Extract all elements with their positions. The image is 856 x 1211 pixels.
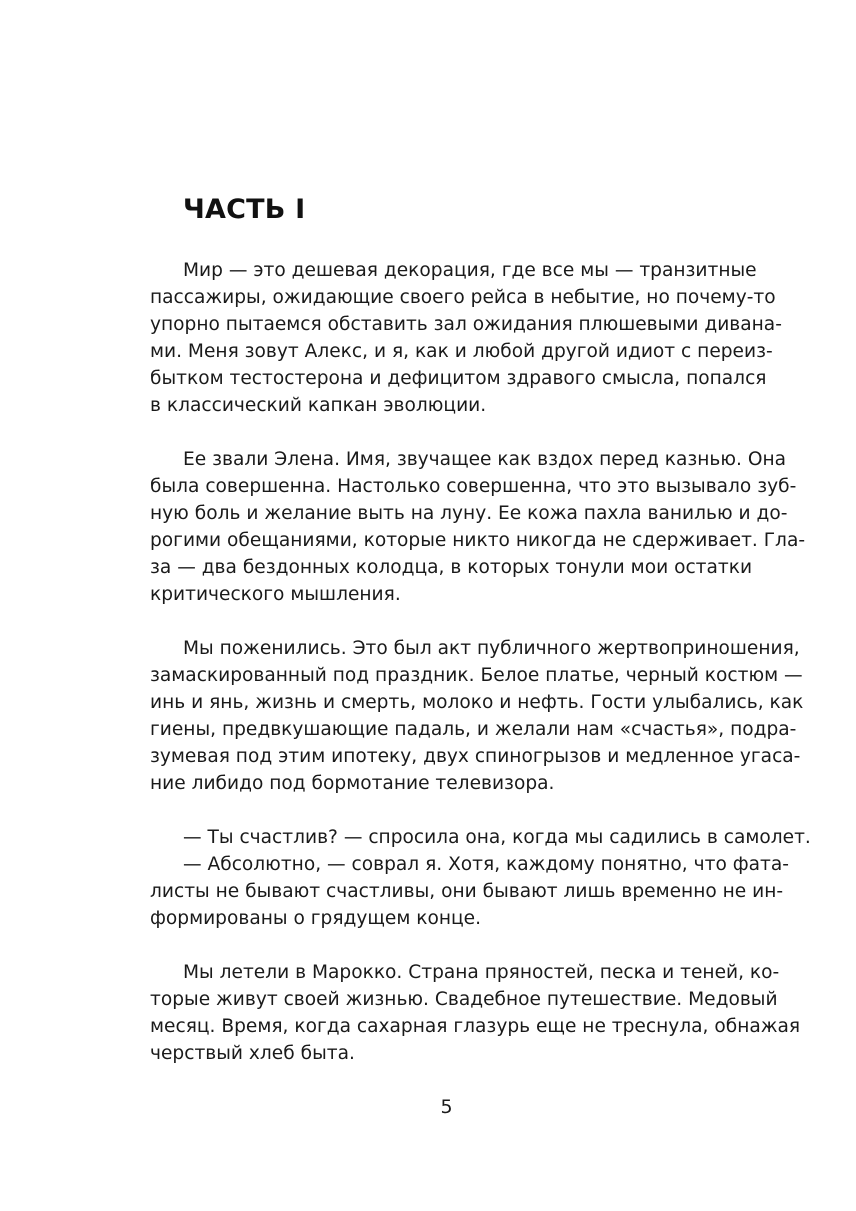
chapter-title: ЧАСТЬ I — [183, 194, 306, 225]
paragraph-5-line-1: Мы летели в Марокко. Страна пряностей, песка и теней, ко- — [183, 962, 780, 983]
dialogue-line-3: листы не бывают счастливы, они бывают лишь временно не ин- — [150, 881, 784, 902]
paragraph-3-line-5: зумевая под этим ипотеку, двух спиногрызов и медленное угаса- — [150, 746, 801, 767]
page-number: 5 — [440, 1096, 453, 1118]
paragraph-2-line-3: ную боль и желание выть на луну. Ее кожа пахла ванилью и до- — [150, 503, 788, 524]
paragraph-2-line-1: Ее звали Элена. Имя, звучащее как вздох перед казнью. Она — [183, 449, 787, 470]
paragraph-1-line-6: в классический капкан эволюции. — [150, 395, 487, 416]
paragraph-3-line-4: гиены, предвкушающие падаль, и желали нам «счастья», подра- — [150, 719, 797, 740]
paragraph-3-line-2: замаскированный под праздник. Белое платье, черный костюм — — [150, 665, 803, 686]
dialogue-line-2: — Абсолютно, — соврал я. Хотя, каждому понятно, что фата- — [183, 854, 789, 875]
paragraph-1-line-3: упорно пытаемся обставить зал ожидания плюшевыми дивана- — [150, 314, 782, 335]
paragraph-2-line-2: была совершенна. Настолько совершенна, что это вызывало зуб- — [150, 476, 797, 497]
paragraph-2-line-5: за — два бездонных колодца, в которых тонули мои остатки — [150, 557, 753, 578]
dialogue-line-1: — Ты счастлив? — спросила она, когда мы садились в самолет. — [183, 827, 811, 848]
paragraph-2-line-6: критического мышления. — [150, 584, 401, 605]
paragraph-2-line-4: рогими обещаниями, которые никто никогда не сдерживает. Гла- — [150, 530, 806, 551]
paragraph-1-line-2: пассажиры, ожидающие своего рейса в небытие, но почему-то — [150, 287, 776, 308]
dialogue-line-4: формированы о грядущем конце. — [150, 908, 482, 929]
paragraph-3-line-1: Мы поженились. Это был акт публичного жертвоприношения, — [183, 638, 800, 659]
paragraph-3-line-6: ние либидо под бормотание телевизора. — [150, 773, 555, 794]
paragraph-1-line-1: Мир — это дешевая декорация, где все мы — транзитные — [183, 260, 757, 281]
paragraph-3-line-3: инь и янь, жизнь и смерть, молоко и нефть. Гости улыбались, как — [150, 692, 804, 713]
paragraph-5-line-4: черствый хлеб быта. — [150, 1043, 355, 1064]
paragraph-1-line-4: ми. Меня зовут Алекс, и я, как и любой другой идиот с переиз- — [150, 341, 773, 362]
paragraph-1-line-5: бытком тестостерона и дефицитом здравого смысла, попался — [150, 368, 767, 389]
paragraph-5-line-3: месяц. Время, когда сахарная глазурь еще не треснула, обнажая — [150, 1016, 801, 1037]
paragraph-5-line-2: торые живут своей жизнью. Свадебное путешествие. Медовый — [150, 989, 778, 1010]
